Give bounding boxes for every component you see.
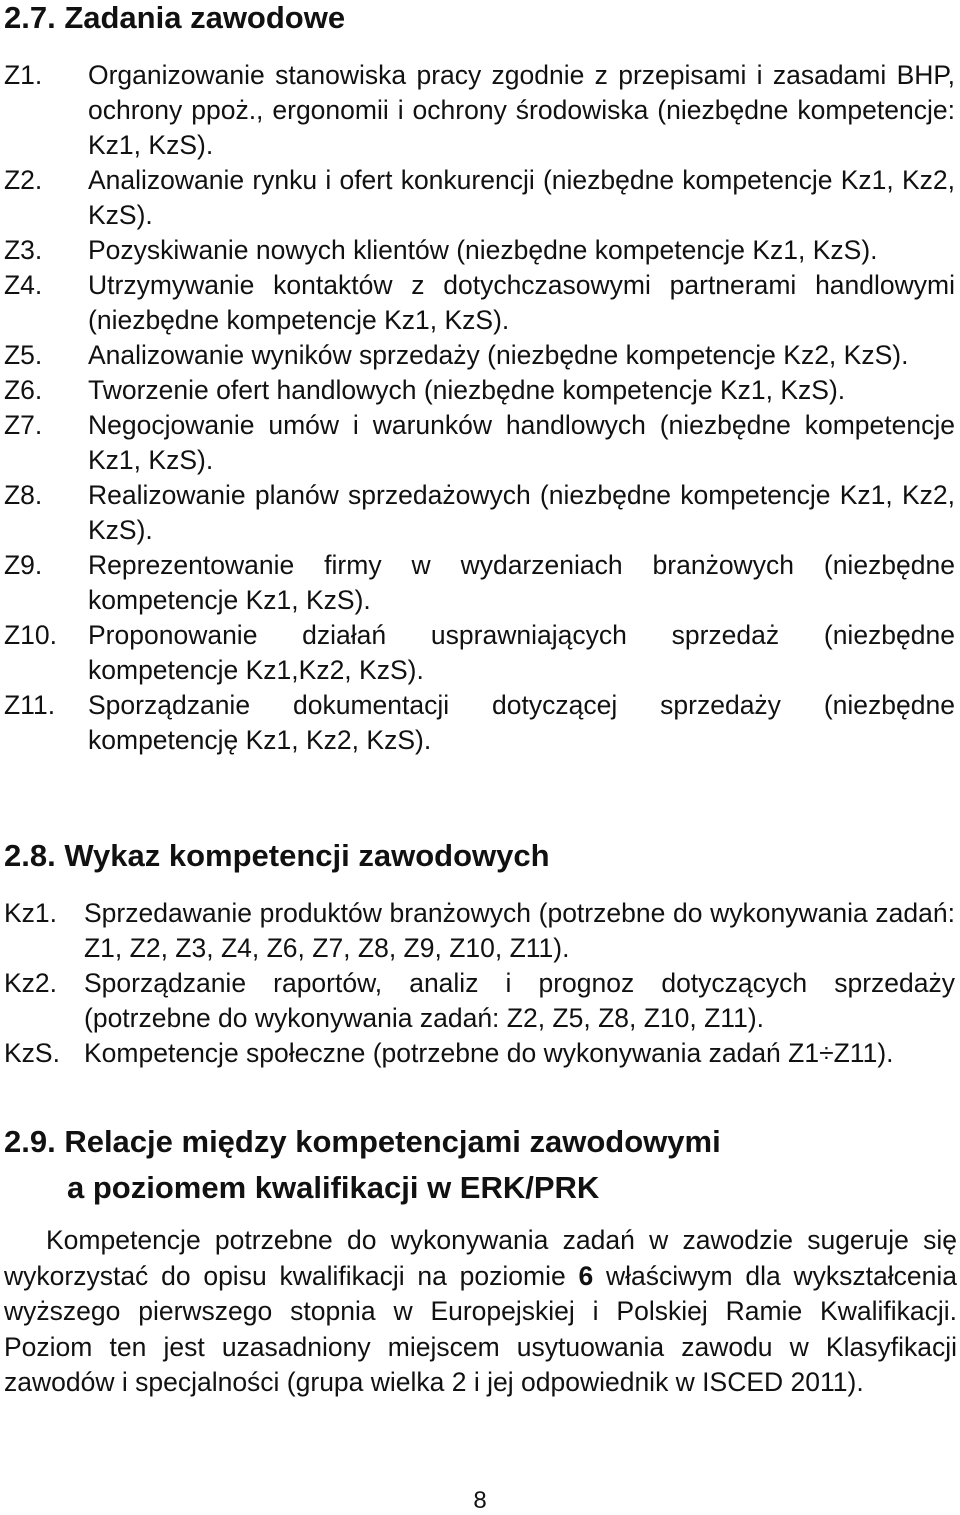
task-text: Sporządzanie dokumentacji dotyczącej sprzedaży (niezbędne kompetencję Kz1, Kz2, KzS). [88,690,955,755]
competency-item [4,896,955,966]
task-text: Utrzymywanie kontaktów z dotychczasowymi partnerami handlowymi (niezbędne kompetencje Kz1, KzS). [88,270,955,335]
task-item [4,478,955,548]
qualification-level: 6 [578,1260,594,1291]
body-paragraph [4,1223,957,1401]
competency-item [4,1036,955,1071]
task-text: Negocjowanie umów i warunków handlowych (niezbędne kompetencje Kz1, KzS). [88,410,955,475]
task-list [4,58,955,758]
task-item [4,233,955,268]
task-number: Z2. [4,165,43,195]
task-number: Z8. [4,480,43,510]
task-text: Proponowanie działań usprawniających sprzedaż (niezbędne kompetencje Kz1,Kz2, KzS). [88,620,955,685]
competency-item [4,966,955,1036]
task-item [4,408,955,478]
task-text: Pozyskiwanie nowych klientów (niezbędne kompetencje Kz1, KzS). [88,235,878,265]
task-item [4,618,955,688]
competency-text: Sprzedawanie produktów branżowych (potrzebne do wykonywania zadań: Z1, Z2, Z3, Z4, Z6, Z7, Z8, Z9, Z10, Z11). [84,898,955,963]
task-number: Z6. [4,375,43,405]
competency-code: Kz2. [4,968,58,998]
task-number: Z4. [4,270,43,300]
task-number: Z1. [4,60,43,90]
section-heading-2-8: 2.8. Wykaz kompetencji zawodowych [4,838,550,873]
paragraph-text-start: Kompetencje potrzebne do wykonywania zadań w zawodzie sugeruje się wykorzystać do opisu kwalifikacji na poziomie [4,1225,957,1291]
task-number: Z7. [4,410,43,440]
task-text: Reprezentowanie firmy w wydarzeniach branżowych (niezbędne kompetencje Kz1, KzS). [88,550,955,615]
task-item [4,548,955,618]
task-item [4,338,955,373]
section-heading-2-9-line2: a poziomem kwalifikacji w ERK/PRK [67,1170,600,1205]
competency-code: KzS. [4,1038,60,1068]
task-number: Z3. [4,235,43,265]
task-number: Z9. [4,550,43,580]
task-item [4,163,955,233]
section-heading-2-9-line1: 2.9. Relacje między kompetencjami zawodowymi [4,1124,721,1159]
task-item [4,268,955,338]
task-text: Organizowanie stanowiska pracy zgodnie z przepisami i zasadami BHP, ochrony ppoż., ergonomii i ochrony środowiska (niezbędne kompetencje: Kz1, KzS). [88,60,955,160]
task-number: Z10. [4,620,58,650]
competency-text: Kompetencje społeczne (potrzebne do wykonywania zadań Z1÷Z11). [84,1038,894,1068]
section-heading-2-9 [4,1124,944,1206]
task-text: Tworzenie ofert handlowych (niezbędne kompetencje Kz1, KzS). [88,375,846,405]
competency-list [4,896,955,1071]
task-text: Realizowanie planów sprzedażowych (niezbędne kompetencje Kz1, Kz2, KzS). [88,480,955,545]
task-text: Analizowanie wyników sprzedaży (niezbędne kompetencje Kz2, KzS). [88,340,909,370]
competency-text: Sporządzanie raportów, analiz i prognoz dotyczących sprzedaży (potrzebne do wykonywania zadań: Z2, Z5, Z8, Z10, Z11). [84,968,955,1033]
section-heading-2-7: 2.7. Zadania zawodowe [4,0,346,35]
page-number: 8 [473,1487,487,1514]
task-item [4,688,955,758]
task-text: Analizowanie rynku i ofert konkurencji (niezbędne kompetencje Kz1, Kz2, KzS). [88,165,955,230]
task-item [4,58,955,163]
paragraph-text-end: właściwym dla wykształcenia wyższego pierwszego stopnia w Europejskiej i Polskiej Ramie Kwalifikacji. Poziom ten jest uzasadniony miejscem usytuowania zawodu w Klasyfikacji zawodów i specjalności (grupa wielka 2 i jej odpowiednik w ISCED 2011). [4,1260,957,1398]
competency-code: Kz1. [4,898,58,928]
task-item [4,373,955,408]
task-number: Z11. [4,690,56,720]
task-number: Z5. [4,340,43,370]
